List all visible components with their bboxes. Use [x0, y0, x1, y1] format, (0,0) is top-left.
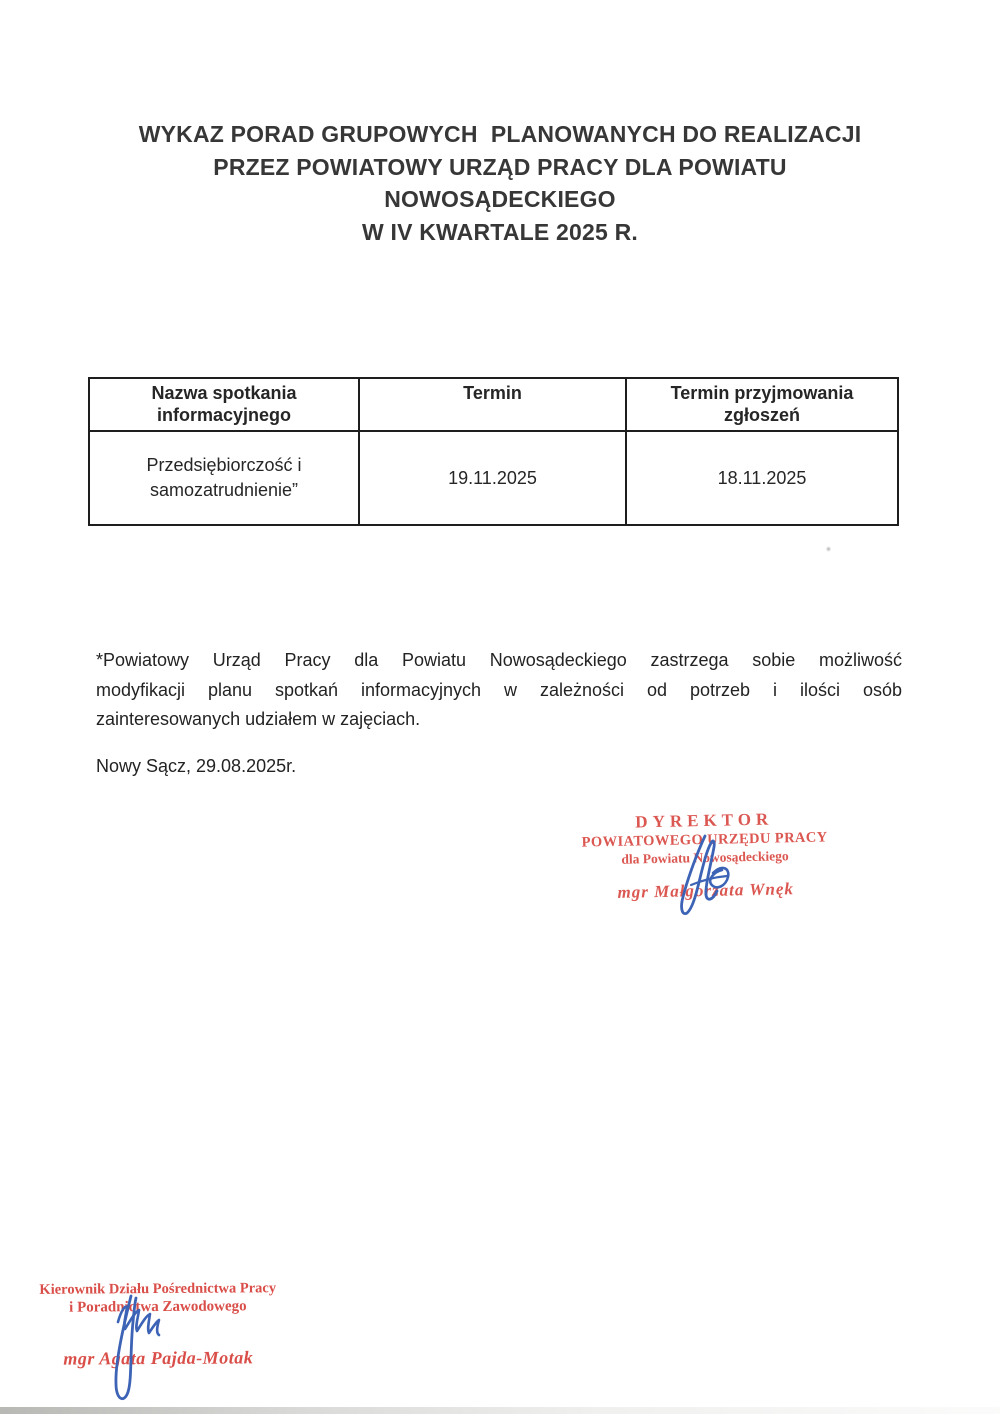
header-apply-date: Termin przyjmowania zgłoszeń [626, 378, 898, 431]
schedule-table [88, 377, 899, 526]
header-meeting-name: Nazwa spotkania informacyjnego [89, 378, 359, 431]
footnote-line-2: modyfikacji planu spotkań informacyjnych w zależności od potrzeb i ilości osób [96, 679, 902, 700]
director-stamp-signer: mgr Małgorzata Wnęk [617, 879, 795, 902]
cell-apply-date: 18.11.2025 [626, 431, 898, 525]
title-line-3: NOWOSĄDECKIEGO [384, 186, 616, 212]
manager-stamp-title-2: i Poradnictwa Zawodowego [69, 1298, 247, 1316]
manager-stamp [36, 1280, 281, 1370]
footnote-paragraph [96, 646, 902, 735]
title-line-1: WYKAZ PORAD GRUPOWYCH PLANOWANYCH DO REALIZACJI [138, 121, 862, 147]
footnote-line-1: *Powiatowy Urząd Pracy dla Powiatu Nowosądeckiego zastrzega sobie możliwość [96, 650, 902, 670]
place-and-date: Nowy Sącz, 29.08.2025r. [96, 756, 297, 776]
director-stamp-title: DYREKTOR [635, 809, 774, 832]
director-stamp-office: POWIATOWEGO URZĘDU PRACY [581, 829, 828, 851]
scan-edge-band [0, 1407, 1000, 1414]
table-row [89, 431, 898, 525]
document-title [0, 118, 1000, 248]
table-header-row [89, 378, 898, 431]
cell-meeting-name: Przedsiębiorczość i samozatrudnienie” [89, 431, 359, 525]
director-stamp [559, 808, 851, 904]
title-line-4: W IV KWARTALE 2025 R. [362, 218, 638, 245]
manager-stamp-signer: mgr Agata Pajda-Motak [63, 1347, 254, 1369]
manager-stamp-title-1: Kierownik Działu Pośrednictwa Pracy [39, 1280, 277, 1298]
cell-date: 19.11.2025 [359, 431, 626, 525]
header-date: Termin [359, 378, 626, 431]
director-stamp-region: dla Powiatu Nowosądeckiego [621, 848, 789, 867]
scan-artifact-speck [826, 546, 831, 552]
title-line-2: PRZEZ POWIATOWY URZĄD PRACY DLA POWIATU [213, 153, 787, 180]
footnote-line-3: zainteresowanych udziałem w zajęciach. [96, 709, 421, 729]
